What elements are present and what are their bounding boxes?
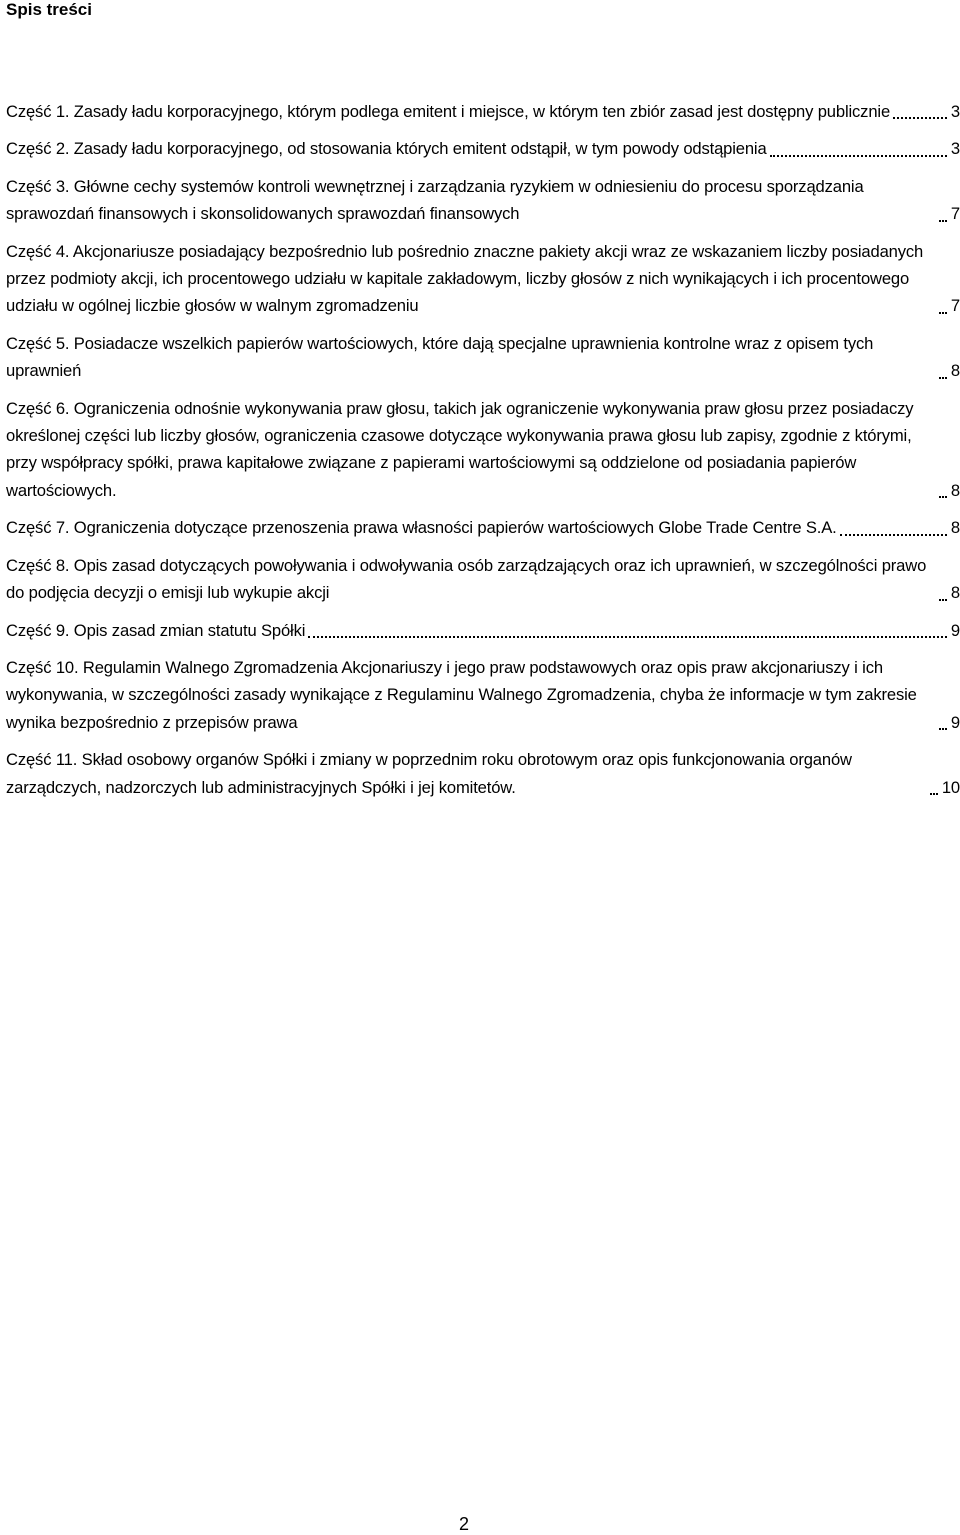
toc-entry-page: 7 <box>950 204 960 224</box>
toc-entry-title: Część 9. Opis zasad zmian statutu Spółki <box>6 620 306 640</box>
dot-leader <box>840 534 947 536</box>
toc-entry-title: Część 4. Akcjonariusze posiadający bezpośrednio lub pośrednio znaczne pakiety akcji wraz ze wskazaniem liczby posiadanych przez podmioty akcji, ich procentowego udziału w kapitale zakładowym, liczby głosów z nich wynikających i ich procentowego udziału w ogólnej liczbie głosów w walnym zgromadzeniu <box>6 241 924 316</box>
toc-entry-3[interactable] <box>6 173 960 228</box>
page-title: Spis treści <box>6 0 92 19</box>
toc-entry-4[interactable] <box>6 238 960 320</box>
toc-entry-page: 9 <box>950 620 960 640</box>
toc-entry-title: Część 8. Opis zasad dotyczących powoływania i odwoływania osób zarządzających oraz ich uprawnień, w szczególności prawo do podjęcia decyzji o emisji lub wykupie akcji <box>6 555 927 603</box>
toc-entry-page: 8 <box>950 583 960 603</box>
dot-leader <box>939 312 947 314</box>
toc-entry-title: Część 7. Ograniczenia dotyczące przenoszenia prawa własności papierów wartościowych Globe Trade Centre S.A. <box>6 518 837 538</box>
dot-leader <box>930 793 938 795</box>
dot-leader <box>893 117 947 119</box>
toc-entry-title: Część 3. Główne cechy systemów kontroli wewnętrznej i zarządzania ryzykiem w odniesieniu do procesu sporządzania sprawozdań finansowych i skonsolidowanych sprawozdań finansowych <box>6 176 864 224</box>
dot-leader <box>939 377 947 379</box>
dot-leader <box>939 599 947 601</box>
toc-entry-title: Część 6. Ograniczenia odnośnie wykonywania praw głosu, takich jak ograniczenie wykonywania praw głosu przez posiadaczy określonej części lub liczby głosów, ograniczenia czasowe dotyczące wykonywania prawa głosu lub zapisy, zgodnie z którymi, przy współpracy spółki, prawa kapitałowe związane z papierami wartościowymi są oddzielone od posiadania papierów wartościowych. <box>6 398 914 500</box>
toc-entry-10[interactable] <box>6 654 960 736</box>
toc-entry-title: Część 11. Skład osobowy organów Spółki i zmiany w poprzednim roku obrotowym oraz opis funkcjonowania organów zarządczych, nadzorczych lub administracyjnych Spółki i jej komitetów. <box>6 750 852 797</box>
page-number: 2 <box>458 1514 469 1534</box>
toc-entry-page: 7 <box>950 296 960 316</box>
dot-leader <box>939 220 947 222</box>
toc-entry-8[interactable] <box>6 552 960 607</box>
dot-leader <box>770 155 947 157</box>
toc-entry-1[interactable] <box>6 98 960 125</box>
toc-entry-title: Część 10. Regulamin Walnego Zgromadzenia Akcjonariuszy i jego praw podstawowych oraz opis praw akcjonariuszy i ich wykonywania, w szczególności zasady wynikające z Regulaminu Walnego Zgromadzenia, chyba że informacje w tym zakresie wynika bezpośrednio z przepisów prawa <box>6 657 917 732</box>
dot-leader <box>939 496 947 498</box>
toc-entry-page: 3 <box>950 102 960 121</box>
toc-entry-page: 3 <box>950 139 960 159</box>
toc-entry-title: Część 1. Zasady ładu korporacyjnego, którym podlega emitent i miejsce, w którym ten zbiór zasad jest dostępny publicznie <box>6 102 891 121</box>
toc-entry-title: Część 2. Zasady ładu korporacyjnego, od stosowania których emitent odstąpił, w tym powody odstąpienia <box>6 139 767 159</box>
toc-entry-6[interactable] <box>6 395 960 505</box>
toc-entry-page: 8 <box>950 518 960 538</box>
dot-leader <box>939 728 947 730</box>
toc-entry-page: 8 <box>950 361 960 381</box>
toc-entry-11[interactable] <box>6 746 960 801</box>
toc-entry-page: 8 <box>950 480 960 500</box>
toc-entry-title: Część 5. Posiadacze wszelkich papierów wartościowych, które dają specjalne uprawnienia kontrolne wraz z opisem tych uprawnień <box>6 333 874 381</box>
toc-entry-9[interactable] <box>6 617 960 644</box>
toc-entry-7[interactable] <box>6 514 960 541</box>
toc-entry-2[interactable] <box>6 135 960 162</box>
dot-leader <box>308 636 947 638</box>
toc-entry-5[interactable] <box>6 330 960 385</box>
toc-entry-page: 9 <box>950 712 960 732</box>
toc-entry-page: 10 <box>941 777 960 797</box>
table-of-contents <box>6 98 960 811</box>
